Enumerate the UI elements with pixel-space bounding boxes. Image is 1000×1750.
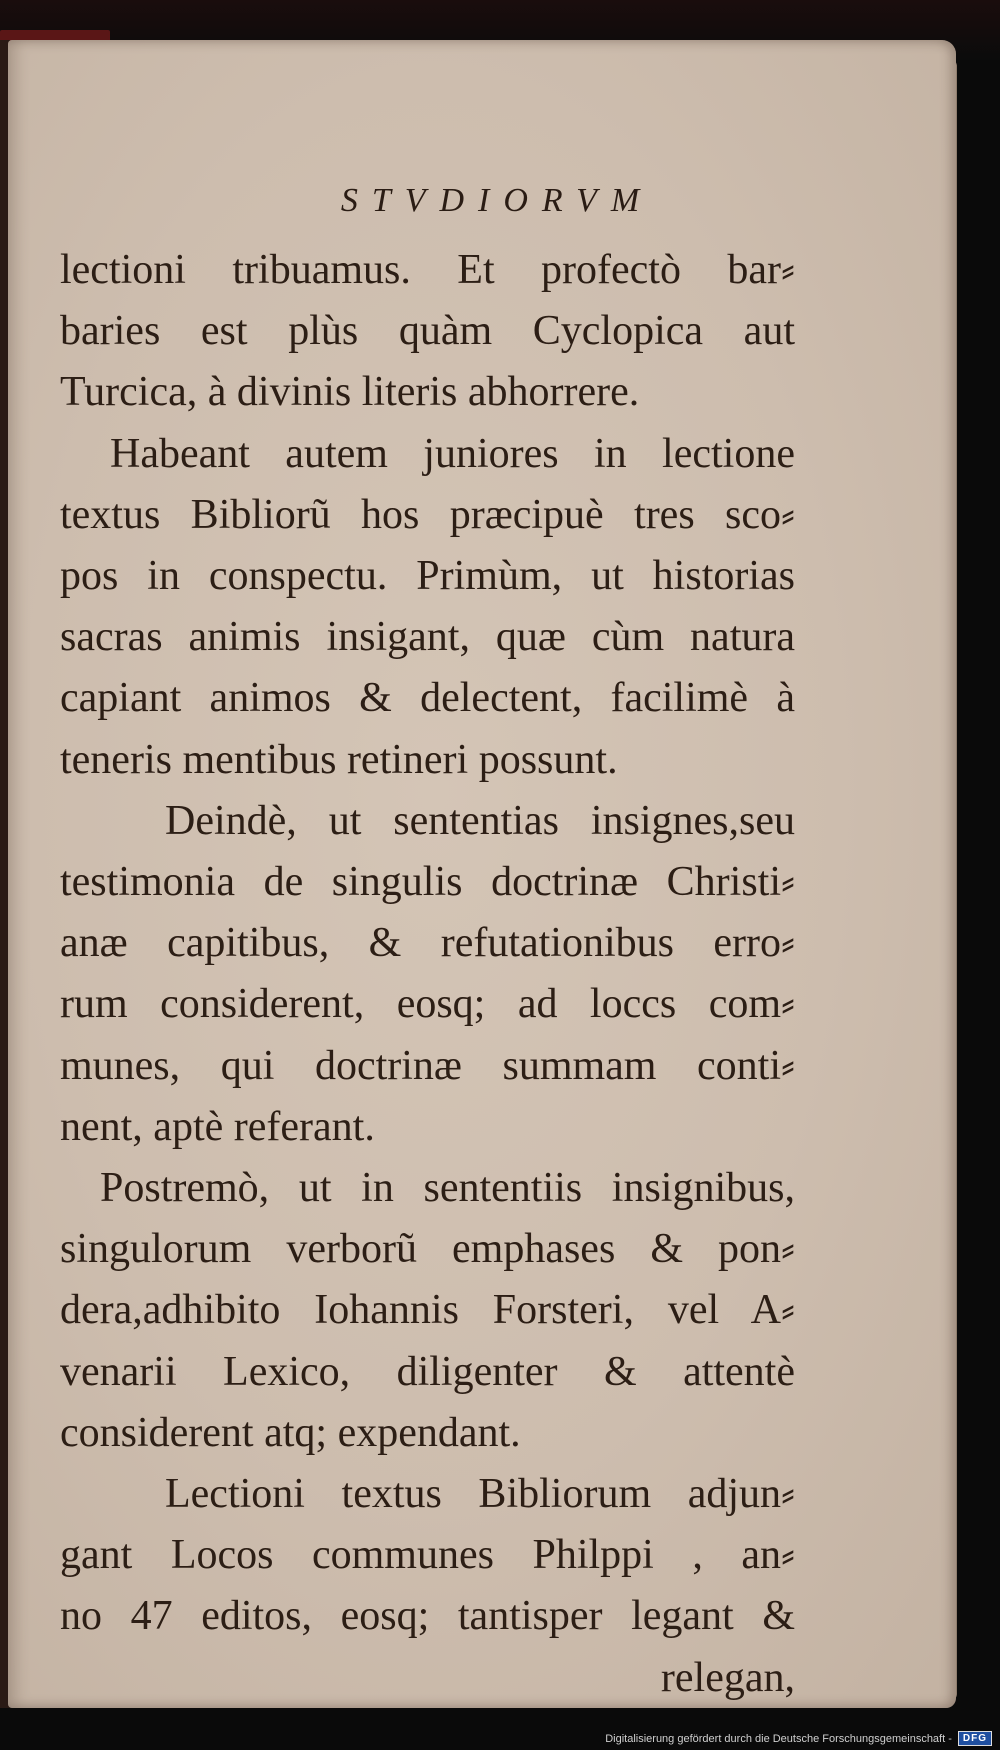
text-line: textus Bibliorũ hos præcipuè tres sco⸗	[60, 491, 795, 538]
text-line: singulorum verborũ emphases & pon⸗	[60, 1226, 795, 1273]
text-line: Postremò, ut in sententiis insignibus,	[100, 1165, 795, 1212]
text-line: rum considerent, eosq; ad loccs com⸗	[60, 981, 795, 1028]
catchword: relegan,	[660, 1654, 795, 1701]
text-line: considerent atq; expendant.	[60, 1409, 521, 1456]
book-page	[8, 40, 956, 1708]
text-line: dera,adhibito Iohannis Forsteri, vel A⸗	[60, 1287, 795, 1334]
dfg-logo: DFG	[958, 1731, 992, 1746]
page-text	[60, 240, 795, 1709]
text-line: gant Locos communes Philppi , an⸗	[60, 1532, 795, 1579]
text-line: Habeant autem juniores in lectione	[110, 430, 795, 477]
text-line: sacras animis insigant, quæ cùm natura	[60, 614, 795, 661]
running-head: STVDIORVM	[340, 182, 654, 219]
text-line: anæ capitibus, & refutationibus erro⸗	[60, 920, 795, 967]
text-line: nent, aptè referant.	[60, 1103, 375, 1150]
digitization-credit	[605, 1731, 992, 1746]
text-line: capiant animos & delectent, facilimè à	[60, 675, 795, 722]
credit-text: Digitalisierung gefördert durch die Deutsche Forschungsgemeinschaft -	[605, 1732, 952, 1745]
text-line: Turcica, à divinis literis abhorrere.	[60, 369, 640, 416]
text-line: teneris mentibus retineri possunt.	[60, 736, 618, 783]
text-line: testimonia de singulis doctrinæ Christi⸗	[60, 859, 795, 906]
text-line: baries est plùs quàm Cyclopica aut	[60, 308, 795, 355]
text-line: Lectioni textus Bibliorum adjun⸗	[165, 1471, 795, 1518]
text-line: no 47 editos, eosq; tantisper legant &	[60, 1593, 795, 1640]
text-line: Deindè, ut sententias insignes,seu	[165, 797, 795, 844]
text-line: venarii Lexico, diligenter & attentè	[60, 1348, 795, 1395]
text-line: pos in conspectu. Primùm, ut historias	[60, 553, 795, 600]
text-line: lectioni tribuamus. Et profectò bar⸗	[60, 247, 795, 293]
text-line: munes, qui doctrinæ summam conti⸗	[60, 1042, 795, 1089]
